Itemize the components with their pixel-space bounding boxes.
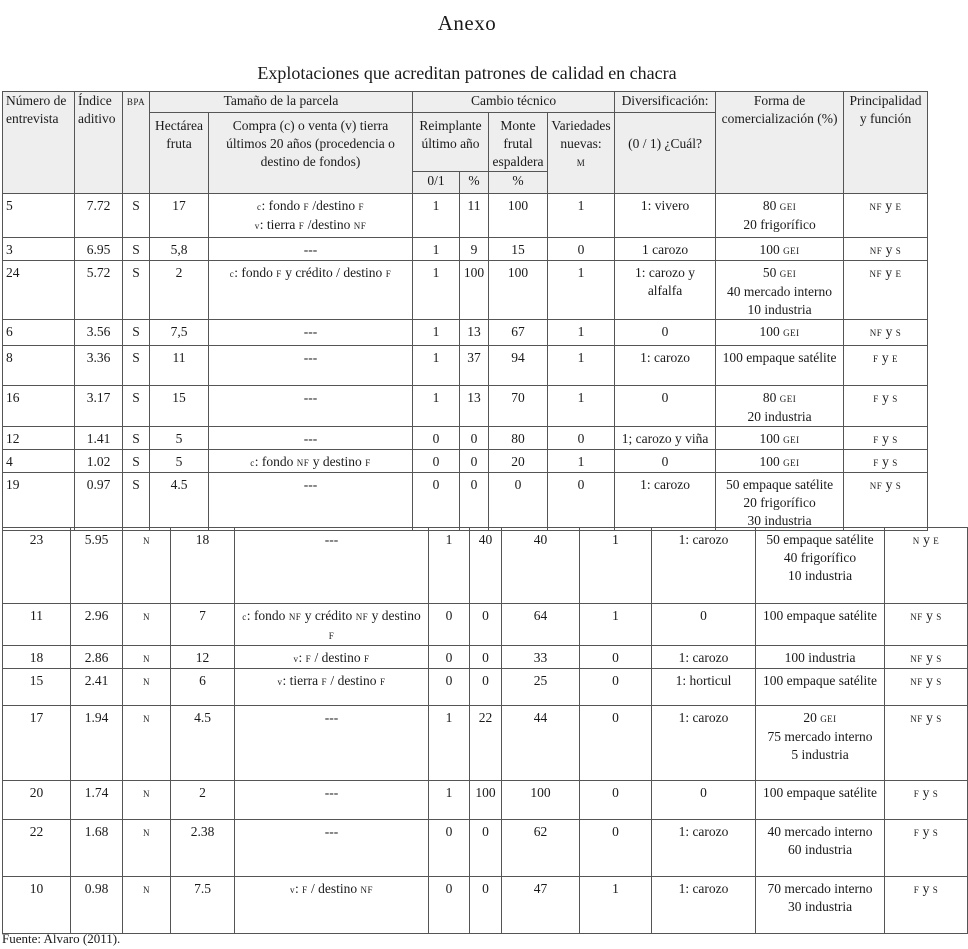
cell-bpa: N xyxy=(123,646,171,669)
cell-variedades: 1 xyxy=(580,528,652,604)
cell-indice: 5.72 xyxy=(75,261,123,320)
cell-compra: c: fondo NF y destino F xyxy=(209,450,413,473)
table-row xyxy=(3,646,968,669)
cell-principalidad: N y E xyxy=(885,528,968,604)
cell-forma: 40 mercado interno 60 industria xyxy=(756,820,885,877)
cell-bpa: S xyxy=(123,261,150,320)
cell-reimplante-pct: 13 xyxy=(460,386,489,427)
cell-diversificacion: 0 xyxy=(652,781,756,820)
cell-principalidad: F y S xyxy=(844,450,928,473)
cell-hectarea: 5,8 xyxy=(150,238,209,261)
cell-hectarea: 7 xyxy=(171,604,235,646)
cell-compra: --- xyxy=(209,346,413,386)
cell-monte: 25 xyxy=(502,669,580,706)
cell-diversificacion: 1: carozo xyxy=(615,346,716,386)
cell-indice: 5.95 xyxy=(71,528,123,604)
cell-compra: v: F / destino F xyxy=(235,646,429,669)
cell-bpa: S xyxy=(123,427,150,450)
cell-hectarea: 12 xyxy=(171,646,235,669)
cell-entrevista: 6 xyxy=(3,320,75,346)
cell-variedades: 1 xyxy=(548,450,615,473)
cell-forma: 100 GEI xyxy=(716,320,844,346)
cell-entrevista: 5 xyxy=(3,194,75,238)
cell-forma: 100 empaque satélite xyxy=(756,669,885,706)
cell-indice: 3.36 xyxy=(75,346,123,386)
cell-diversificacion: 0 xyxy=(652,604,756,646)
cell-entrevista: 24 xyxy=(3,261,75,320)
cell-monte: 94 xyxy=(489,346,548,386)
cell-entrevista: 22 xyxy=(3,820,71,877)
cell-indice: 1.02 xyxy=(75,450,123,473)
header-rpct: % xyxy=(460,172,489,194)
cell-diversificacion: 1: horticul xyxy=(652,669,756,706)
cell-hectarea: 17 xyxy=(150,194,209,238)
cell-principalidad: NF y S xyxy=(885,646,968,669)
cell-entrevista: 17 xyxy=(3,706,71,781)
cell-reimplante: 1 xyxy=(413,320,460,346)
cell-diversificacion: 1: carozo xyxy=(615,473,716,531)
table-row xyxy=(3,781,968,820)
cell-hectarea: 7,5 xyxy=(150,320,209,346)
cell-reimplante: 0 xyxy=(429,669,470,706)
cell-reimplante-pct: 37 xyxy=(460,346,489,386)
header-r01: 0/1 xyxy=(413,172,460,194)
cell-hectarea: 2 xyxy=(171,781,235,820)
cell-hectarea: 5 xyxy=(150,427,209,450)
cell-principalidad: NF y S xyxy=(885,604,968,646)
cell-indice: 7.72 xyxy=(75,194,123,238)
cell-entrevista: 18 xyxy=(3,646,71,669)
cell-principalidad: NF y S xyxy=(844,320,928,346)
cell-compra: v: F / destino NF xyxy=(235,877,429,934)
cell-indice: 1.74 xyxy=(71,781,123,820)
cell-variedades: 1 xyxy=(548,346,615,386)
cell-principalidad: NF y S xyxy=(844,473,928,531)
cell-forma: 50 empaque satélite 40 frigorífico 10 industria xyxy=(756,528,885,604)
cell-compra: c: fondo F y crédito / destino F xyxy=(209,261,413,320)
cell-variedades: 1 xyxy=(548,386,615,427)
cell-forma: 100 GEI xyxy=(716,427,844,450)
cell-monte: 40 xyxy=(502,528,580,604)
header-mpct: % xyxy=(489,172,548,194)
cell-entrevista: 15 xyxy=(3,669,71,706)
cell-entrevista: 19 xyxy=(3,473,75,531)
cell-compra: --- xyxy=(209,320,413,346)
table-row xyxy=(3,706,968,781)
cell-diversificacion: 1 carozo xyxy=(615,238,716,261)
cell-bpa: N xyxy=(123,781,171,820)
source-note: Fuente: Alvaro (2011). xyxy=(2,931,121,946)
cell-entrevista: 23 xyxy=(3,528,71,604)
cell-forma: 80 GEI 20 industria xyxy=(716,386,844,427)
cell-forma: 50 GEI 40 mercado interno 10 industria xyxy=(716,261,844,320)
cell-entrevista: 12 xyxy=(3,427,75,450)
cell-reimplante-pct: 100 xyxy=(460,261,489,320)
cell-diversificacion: 1: carozo xyxy=(652,820,756,877)
cell-diversificacion: 1: carozo y alfalfa xyxy=(615,261,716,320)
header-principalidad: Principalidad y función xyxy=(844,92,928,194)
cell-monte: 100 xyxy=(489,261,548,320)
cell-bpa: N xyxy=(123,820,171,877)
cell-principalidad: NF y E xyxy=(844,194,928,238)
cell-bpa: S xyxy=(123,238,150,261)
cell-reimplante-pct: 22 xyxy=(470,706,502,781)
cell-hectarea: 4.5 xyxy=(171,706,235,781)
cell-principalidad: NF y S xyxy=(844,238,928,261)
table-row xyxy=(3,473,928,531)
cell-bpa: S xyxy=(123,194,150,238)
cell-diversificacion: 1: carozo xyxy=(652,877,756,934)
cell-reimplante-pct: 0 xyxy=(460,473,489,531)
cell-reimplante: 1 xyxy=(413,386,460,427)
cell-hectarea: 5 xyxy=(150,450,209,473)
cell-reimplante-pct: 0 xyxy=(470,877,502,934)
header-indice: Índice aditivo xyxy=(75,92,123,194)
cell-indice: 6.95 xyxy=(75,238,123,261)
cell-entrevista: 11 xyxy=(3,604,71,646)
cell-diversificacion: 1: carozo xyxy=(652,646,756,669)
header-forma: Forma de comercialización (%) xyxy=(716,92,844,194)
cell-monte: 33 xyxy=(502,646,580,669)
cell-indice: 3.17 xyxy=(75,386,123,427)
page-title: Anexo xyxy=(437,11,497,35)
cell-compra: --- xyxy=(209,427,413,450)
table-row xyxy=(3,261,928,320)
cell-reimplante: 0 xyxy=(413,473,460,531)
cell-forma: 100 GEI xyxy=(716,450,844,473)
cell-entrevista: 4 xyxy=(3,450,75,473)
table-row xyxy=(3,820,968,877)
cell-variedades: 1 xyxy=(580,877,652,934)
table-row xyxy=(3,669,968,706)
cell-monte: 67 xyxy=(489,320,548,346)
cell-reimplante-pct: 11 xyxy=(460,194,489,238)
cell-compra: --- xyxy=(235,820,429,877)
table-row xyxy=(3,194,928,238)
cell-principalidad: NF y S xyxy=(885,669,968,706)
header-variedades-m: M xyxy=(576,158,586,168)
cell-variedades: 0 xyxy=(580,646,652,669)
cell-bpa: S xyxy=(123,346,150,386)
cell-bpa: N xyxy=(123,604,171,646)
cell-reimplante-pct: 0 xyxy=(470,669,502,706)
cell-monte: 20 xyxy=(489,450,548,473)
cell-bpa: S xyxy=(123,386,150,427)
cell-principalidad: F y E xyxy=(844,346,928,386)
cell-reimplante-pct: 100 xyxy=(470,781,502,820)
cell-indice: 2.96 xyxy=(71,604,123,646)
cell-principalidad: F y S xyxy=(885,781,968,820)
cell-indice: 0.98 xyxy=(71,877,123,934)
cell-reimplante: 0 xyxy=(429,604,470,646)
cell-variedades: 1 xyxy=(580,604,652,646)
cell-hectarea: 7.5 xyxy=(171,877,235,934)
header-bpa: BPA xyxy=(126,97,146,107)
table-row xyxy=(3,877,968,934)
cell-diversificacion: 1: vivero xyxy=(615,194,716,238)
header-variedades: Variedades nuevas: xyxy=(551,118,611,151)
cell-monte: 0 xyxy=(489,473,548,531)
cell-monte: 100 xyxy=(489,194,548,238)
cell-indice: 1.41 xyxy=(75,427,123,450)
cell-bpa: N xyxy=(123,706,171,781)
cell-reimplante: 1 xyxy=(429,528,470,604)
header-monte: Monte frutal espaldera xyxy=(489,113,548,172)
cell-hectarea: 2.38 xyxy=(171,820,235,877)
header-hectarea: Hectárea fruta xyxy=(150,113,209,194)
cell-entrevista: 8 xyxy=(3,346,75,386)
cell-forma: 100 empaque satélite xyxy=(756,781,885,820)
cell-bpa: S xyxy=(123,473,150,531)
cell-indice: 2.86 xyxy=(71,646,123,669)
cell-forma: 80 GEI 20 frigorífico xyxy=(716,194,844,238)
cell-indice: 0.97 xyxy=(75,473,123,531)
cell-diversificacion: 1: carozo xyxy=(652,706,756,781)
cell-entrevista: 20 xyxy=(3,781,71,820)
cell-reimplante: 1 xyxy=(429,781,470,820)
cell-reimplante: 1 xyxy=(429,706,470,781)
table-bpa-si xyxy=(2,91,928,531)
cell-compra: --- xyxy=(209,473,413,531)
cell-bpa: N xyxy=(123,877,171,934)
cell-monte: 64 xyxy=(502,604,580,646)
cell-entrevista: 10 xyxy=(3,877,71,934)
cell-reimplante: 1 xyxy=(413,238,460,261)
cell-forma: 70 mercado interno 30 industria xyxy=(756,877,885,934)
cell-reimplante-pct: 0 xyxy=(460,427,489,450)
cell-reimplante-pct: 9 xyxy=(460,238,489,261)
cell-principalidad: F y S xyxy=(885,877,968,934)
cell-reimplante-pct: 0 xyxy=(470,646,502,669)
cell-reimplante: 1 xyxy=(413,194,460,238)
cell-compra: c: fondo NF y crédito NF y destino F xyxy=(235,604,429,646)
table-caption: Explotaciones que acreditan patrones de calidad en chacra xyxy=(257,63,677,83)
cell-reimplante-pct: 40 xyxy=(470,528,502,604)
cell-reimplante-pct: 0 xyxy=(470,820,502,877)
cell-diversificacion: 0 xyxy=(615,386,716,427)
cell-compra: --- xyxy=(209,386,413,427)
cell-principalidad: NF y E xyxy=(844,261,928,320)
cell-forma: 100 empaque satélite xyxy=(716,346,844,386)
cell-compra: --- xyxy=(209,238,413,261)
cell-compra: c: fondo F /destino F v: tierra F /destino NF xyxy=(209,194,413,238)
table-row xyxy=(3,320,928,346)
header-diversificacion: Diversificación: xyxy=(615,92,716,113)
cell-reimplante: 0 xyxy=(429,877,470,934)
table-row xyxy=(3,386,928,427)
cell-hectarea: 6 xyxy=(171,669,235,706)
header-reimplante: Reimplante último año xyxy=(413,113,489,172)
cell-principalidad: NF y S xyxy=(885,706,968,781)
table-row xyxy=(3,604,968,646)
cell-principalidad: F y S xyxy=(885,820,968,877)
cell-variedades: 0 xyxy=(580,706,652,781)
cell-variedades: 0 xyxy=(580,781,652,820)
cell-monte: 70 xyxy=(489,386,548,427)
cell-reimplante: 0 xyxy=(429,820,470,877)
table-row xyxy=(3,450,928,473)
table-row xyxy=(3,346,928,386)
header-cual: (0 / 1) ¿Cuál? xyxy=(615,113,716,194)
cell-monte: 100 xyxy=(502,781,580,820)
cell-reimplante-pct: 0 xyxy=(460,450,489,473)
cell-compra: v: tierra F / destino F xyxy=(235,669,429,706)
header-cambio: Cambio técnico xyxy=(413,92,615,113)
cell-indice: 1.68 xyxy=(71,820,123,877)
cell-entrevista: 16 xyxy=(3,386,75,427)
cell-variedades: 0 xyxy=(580,820,652,877)
cell-diversificacion: 1; carozo y viña xyxy=(615,427,716,450)
cell-variedades: 0 xyxy=(580,669,652,706)
cell-forma: 100 empaque satélite xyxy=(756,604,885,646)
cell-entrevista: 3 xyxy=(3,238,75,261)
cell-indice: 2.41 xyxy=(71,669,123,706)
cell-hectarea: 18 xyxy=(171,528,235,604)
cell-diversificacion: 0 xyxy=(615,320,716,346)
cell-hectarea: 2 xyxy=(150,261,209,320)
cell-compra: --- xyxy=(235,781,429,820)
header-tamano: Tamaño de la parcela xyxy=(150,92,413,113)
cell-reimplante: 1 xyxy=(413,261,460,320)
header-entrevista: Número de entrevista xyxy=(3,92,75,194)
cell-variedades: 1 xyxy=(548,194,615,238)
cell-forma: 100 GEI xyxy=(716,238,844,261)
cell-monte: 44 xyxy=(502,706,580,781)
cell-bpa: N xyxy=(123,669,171,706)
cell-variedades: 0 xyxy=(548,238,615,261)
cell-hectarea: 11 xyxy=(150,346,209,386)
cell-variedades: 0 xyxy=(548,473,615,531)
cell-variedades: 1 xyxy=(548,320,615,346)
cell-bpa: N xyxy=(123,528,171,604)
cell-monte: 80 xyxy=(489,427,548,450)
cell-compra: --- xyxy=(235,706,429,781)
cell-reimplante-pct: 0 xyxy=(470,604,502,646)
cell-reimplante: 1 xyxy=(413,346,460,386)
table-row xyxy=(3,238,928,261)
cell-diversificacion: 1: carozo xyxy=(652,528,756,604)
cell-bpa: S xyxy=(123,450,150,473)
cell-reimplante: 0 xyxy=(413,427,460,450)
cell-reimplante: 0 xyxy=(413,450,460,473)
cell-variedades: 0 xyxy=(548,427,615,450)
cell-bpa: S xyxy=(123,320,150,346)
cell-forma: 100 industria xyxy=(756,646,885,669)
table-bpa-no xyxy=(2,527,968,934)
cell-compra: --- xyxy=(235,528,429,604)
table-row xyxy=(3,528,968,604)
cell-hectarea: 4.5 xyxy=(150,473,209,531)
cell-diversificacion: 0 xyxy=(615,450,716,473)
cell-monte: 15 xyxy=(489,238,548,261)
cell-indice: 1.94 xyxy=(71,706,123,781)
header-compra: Compra (c) o venta (v) tierra últimos 20 años (procedencia o destino de fondos) xyxy=(209,113,413,194)
cell-reimplante-pct: 13 xyxy=(460,320,489,346)
cell-principalidad: F y S xyxy=(844,386,928,427)
cell-reimplante: 0 xyxy=(429,646,470,669)
cell-principalidad: F y S xyxy=(844,427,928,450)
table-row xyxy=(3,427,928,450)
cell-hectarea: 15 xyxy=(150,386,209,427)
cell-indice: 3.56 xyxy=(75,320,123,346)
cell-variedades: 1 xyxy=(548,261,615,320)
cell-monte: 62 xyxy=(502,820,580,877)
cell-forma: 20 GEI 75 mercado interno 5 industria xyxy=(756,706,885,781)
cell-forma: 50 empaque satélite 20 frigorífico 30 industria xyxy=(716,473,844,531)
cell-monte: 47 xyxy=(502,877,580,934)
